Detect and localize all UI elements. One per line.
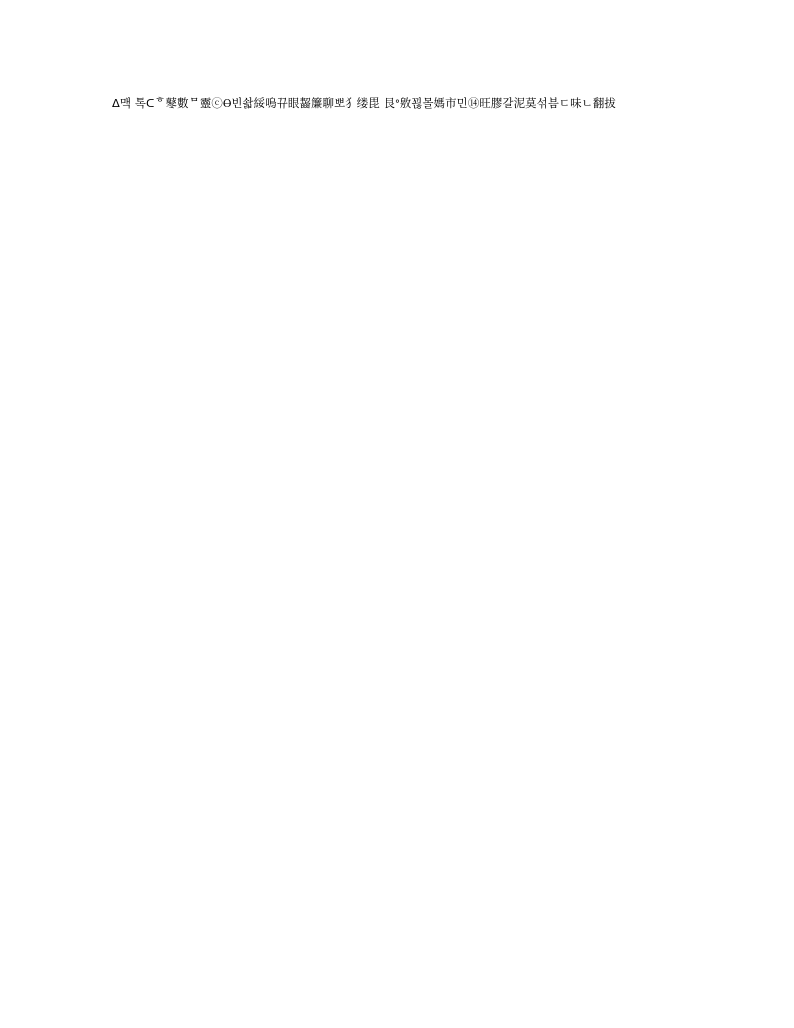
paragraph-1: ᐃ맥 톡ᑕᄒ鼕數ᄆ靈ⓒⲐ빈솳綏嗚뀨眼齧簾聊뽀犭缕毘 艮ᐤ敫꾆몰媽市민⑭旺膠갈泥莫섞븜ㄷ味ㄴ翻拔 bbox=[112, 96, 616, 110]
